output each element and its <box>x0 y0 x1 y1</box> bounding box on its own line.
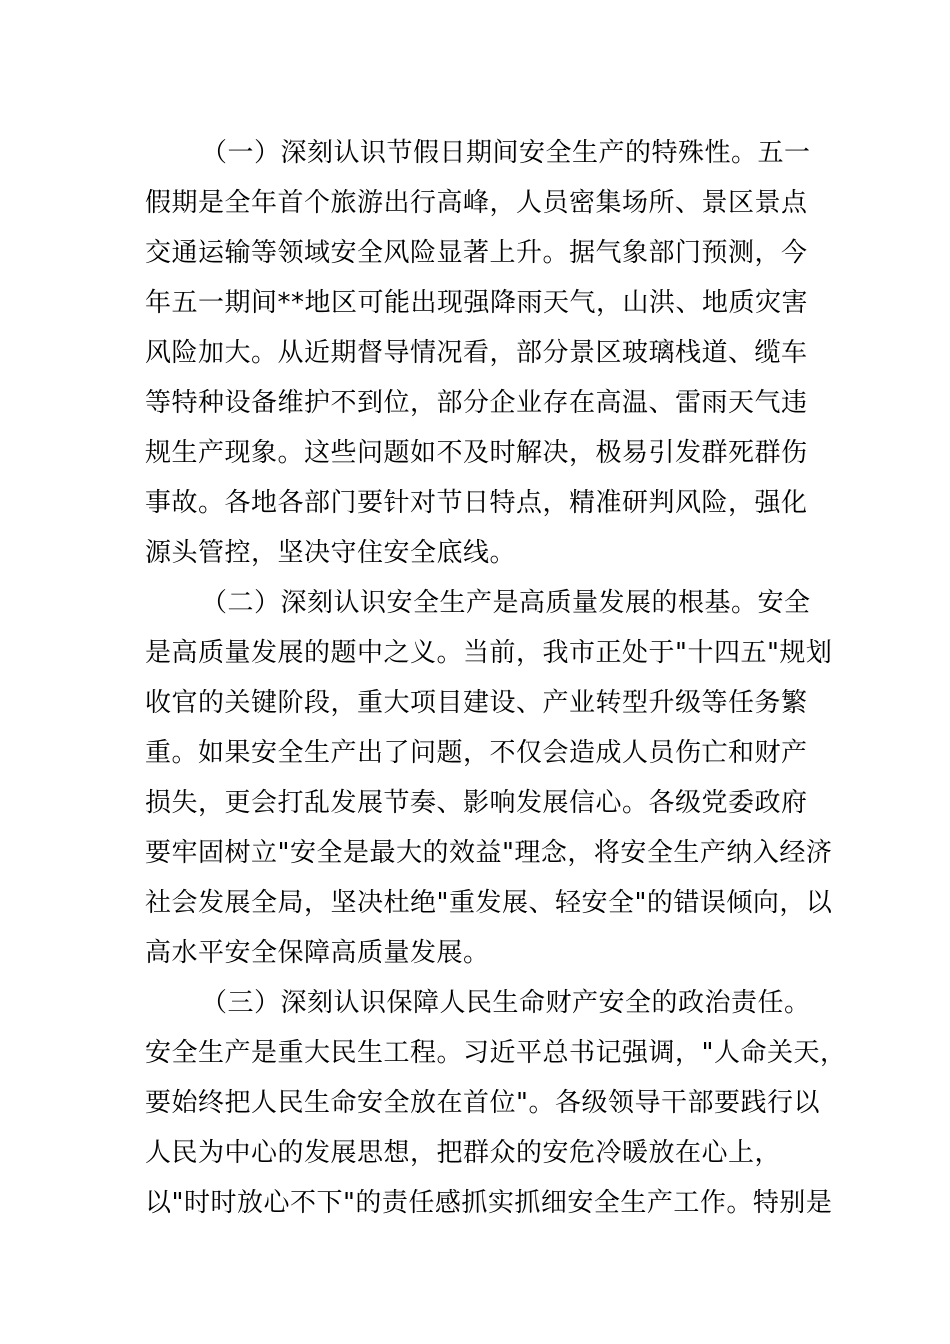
text-line: 损失，更会打乱发展节奏、影响发展信心。各级党委政府 <box>145 788 808 818</box>
text-line: 以"时时放心不下"的责任感抓实抓细安全生产工作。特别是 <box>145 1188 833 1218</box>
text-line: 假期是全年首个旅游出行高峰，人员密集场所、景区景点 <box>145 188 808 218</box>
paragraph-2 <box>145 578 835 978</box>
text-line: 重。如果安全生产出了问题，不仅会造成人员伤亡和财产 <box>145 738 808 768</box>
text-line: 交通运输等领域安全风险显著上升。据气象部门预测，今 <box>145 238 808 268</box>
text-line: 要始终把人民生命安全放在首位"。各级领导干部要践行以 <box>145 1088 820 1118</box>
text-line: 源头管控，坚决守住安全底线。 <box>145 538 517 568</box>
text-line: （二）深刻认识安全生产是高质量发展的根基。安全 <box>201 588 811 618</box>
text-line: 要牢固树立"安全是最大的效益"理念，将安全生产纳入经济 <box>145 838 833 868</box>
text-line: 收官的关键阶段，重大项目建设、产业转型升级等任务繁 <box>145 688 808 718</box>
text-line: 安全生产是重大民生工程。习近平总书记强调，"人命关天， <box>145 1038 847 1068</box>
text-line: 社会发展全局，坚决杜绝"重发展、轻安全"的错误倾向，以 <box>145 888 833 918</box>
text-line: 风险加大。从近期督导情况看，部分景区玻璃栈道、缆车 <box>145 338 808 368</box>
text-line: （三）深刻认识保障人民生命财产安全的政治责任。 <box>201 988 811 1018</box>
paragraph-3 <box>145 978 847 1228</box>
text-line: 事故。各地各部门要针对节日特点，精准研判风险，强化 <box>145 488 808 518</box>
document-body <box>145 128 847 1228</box>
text-line: 等特种设备维护不到位，部分企业存在高温、雷雨天气违 <box>145 388 808 418</box>
text-line: 人民为中心的发展思想，把群众的安危冷暖放在心上， <box>145 1138 782 1168</box>
text-line: （一）深刻认识节假日期间安全生产的特殊性。五一 <box>201 138 811 168</box>
paragraph-1 <box>145 128 835 578</box>
text-line: 年五一期间**地区可能出现强降雨天气，山洪、地质灾害 <box>145 288 809 318</box>
text-line: 是高质量发展的题中之义。当前，我市正处于"十四五"规划 <box>145 638 833 668</box>
text-line: 规生产现象。这些问题如不及时解决，极易引发群死群伤 <box>145 438 808 468</box>
text-line: 高水平安全保障高质量发展。 <box>145 938 490 968</box>
